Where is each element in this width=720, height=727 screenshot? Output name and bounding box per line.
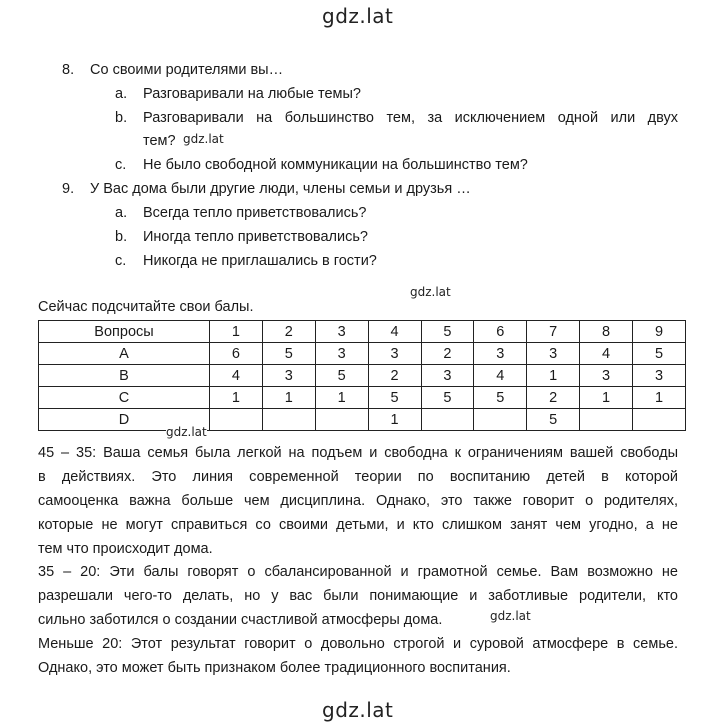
option-letter: a. [115, 205, 128, 221]
option-letter: c. [115, 157, 127, 173]
result-35-20-last: сильно заботился о создании счастливой атмосферы дома. [38, 612, 443, 628]
table-cell: 4 [474, 365, 527, 387]
table-cell: 1 [315, 387, 368, 409]
result-45-35-line: самооценка важна больше чем дисциплина. Однако, это также говорит о родителях, [38, 493, 678, 509]
option-9a [115, 203, 366, 223]
result-45-35-line: в действиях. Это линия современной теории по воспитанию детей в которой [38, 469, 678, 485]
option-8a [115, 84, 361, 104]
score-intro: Сейчас подсчитайте свои балы. [38, 299, 254, 315]
table-cell [262, 409, 315, 431]
table-cell: 5 [315, 365, 368, 387]
table-cell: 2 [527, 387, 580, 409]
option-8b-continuation: тем? [143, 133, 176, 149]
table-cell: 3 [262, 365, 315, 387]
table-cell: 4 [210, 365, 263, 387]
score-table [38, 320, 686, 431]
result-under-20-last: Однако, это может быть признаком более традиционного воспитания. [38, 660, 511, 676]
option-text: Разговаривали на любые темы? [143, 86, 361, 102]
table-cell: 2 [368, 365, 421, 387]
table-row [39, 387, 686, 409]
option-8b [115, 108, 678, 128]
table-row [39, 343, 686, 365]
option-text: Никогда не приглашались в гости? [143, 253, 377, 269]
question-number: 9. [62, 181, 75, 197]
table-cell: 5 [633, 343, 686, 365]
watermark-inline: gdz.lat [183, 132, 224, 146]
table-header-cell: 4 [368, 321, 421, 343]
table-header-cell: 3 [315, 321, 368, 343]
table-cell: 6 [210, 343, 263, 365]
table-header-label: Вопросы [39, 321, 210, 343]
table-cell [474, 409, 527, 431]
option-letter: b. [115, 110, 128, 126]
table-cell: 5 [368, 387, 421, 409]
table-cell: 1 [262, 387, 315, 409]
option-letter: c. [115, 253, 127, 269]
option-8c [115, 155, 528, 175]
question-8 [62, 60, 283, 80]
table-header-cell: 2 [262, 321, 315, 343]
question-number: 8. [62, 62, 75, 78]
row-label: D [39, 409, 210, 431]
question-9 [62, 179, 471, 199]
table-cell: 2 [421, 343, 474, 365]
table-cell: 1 [633, 387, 686, 409]
row-label: A [39, 343, 210, 365]
table-cell [210, 409, 263, 431]
row-label: C [39, 387, 210, 409]
watermark-inline: gdz.lat [166, 425, 207, 439]
table-cell: 5 [421, 387, 474, 409]
option-9c [115, 251, 377, 271]
table-cell: 3 [474, 343, 527, 365]
option-9b [115, 227, 368, 247]
table-cell: 5 [262, 343, 315, 365]
table-cell: 1 [527, 365, 580, 387]
watermark-top: gdz.lat [322, 4, 394, 28]
question-text: Со своими родителями вы… [90, 62, 284, 78]
watermark-bottom: gdz.lat [322, 698, 394, 722]
result-45-35-last: тем что происходит дома. [38, 541, 213, 557]
table-cell: 3 [527, 343, 580, 365]
result-45-35-line: которые не могут справиться со своими детьми, и кто слишком занят чем угодно, а не [38, 517, 678, 533]
table-header-cell: 8 [580, 321, 633, 343]
question-text: У Вас дома были другие люди, члены семьи и друзья … [90, 181, 471, 197]
table-cell: 5 [474, 387, 527, 409]
table-cell: 3 [421, 365, 474, 387]
result-45-35-line: 45 – 35: Ваша семья была легкой на подъем и свободна к ограничениям вашей свободы [38, 445, 678, 461]
table-cell: 3 [315, 343, 368, 365]
table-cell [421, 409, 474, 431]
result-35-20-line: 35 – 20: Эти балы говорят о сбалансированной и грамотной семье. Вам возможно не [38, 564, 678, 580]
result-under-20-line: Меньше 20: Этот результат говорит о довольно строгой и суровой атмосфере в семье. [38, 636, 678, 652]
table-cell: 3 [368, 343, 421, 365]
table-cell: 3 [633, 365, 686, 387]
table-cell [633, 409, 686, 431]
watermark-inline: gdz.lat [410, 285, 451, 299]
result-35-20-line: разрешали чего-то делать, но у вас были понимающие и заботливые родители, кто [38, 588, 678, 604]
table-header-row [39, 321, 686, 343]
table-cell [580, 409, 633, 431]
watermark-inline: gdz.lat [490, 609, 531, 623]
table-cell: 3 [580, 365, 633, 387]
table-row [39, 409, 686, 431]
row-label: B [39, 365, 210, 387]
table-header-cell: 7 [527, 321, 580, 343]
table-cell: 1 [210, 387, 263, 409]
option-text: Иногда тепло приветствовались? [143, 229, 368, 245]
option-text: Не было свободной коммуникации на большинство тем? [143, 157, 528, 173]
table-cell: 1 [580, 387, 633, 409]
table-cell: 5 [527, 409, 580, 431]
table-header-cell: 1 [210, 321, 263, 343]
table-header-cell: 5 [421, 321, 474, 343]
option-letter: b. [115, 229, 128, 245]
table-header-cell: 6 [474, 321, 527, 343]
table-cell: 1 [368, 409, 421, 431]
option-letter: a. [115, 86, 128, 102]
table-header-cell: 9 [633, 321, 686, 343]
table-cell [315, 409, 368, 431]
option-text: Разговаривали на большинство тем, за исключением одной или двух [143, 110, 678, 126]
table-cell: 4 [580, 343, 633, 365]
option-text: Всегда тепло приветствовались? [143, 205, 367, 221]
table-row [39, 365, 686, 387]
